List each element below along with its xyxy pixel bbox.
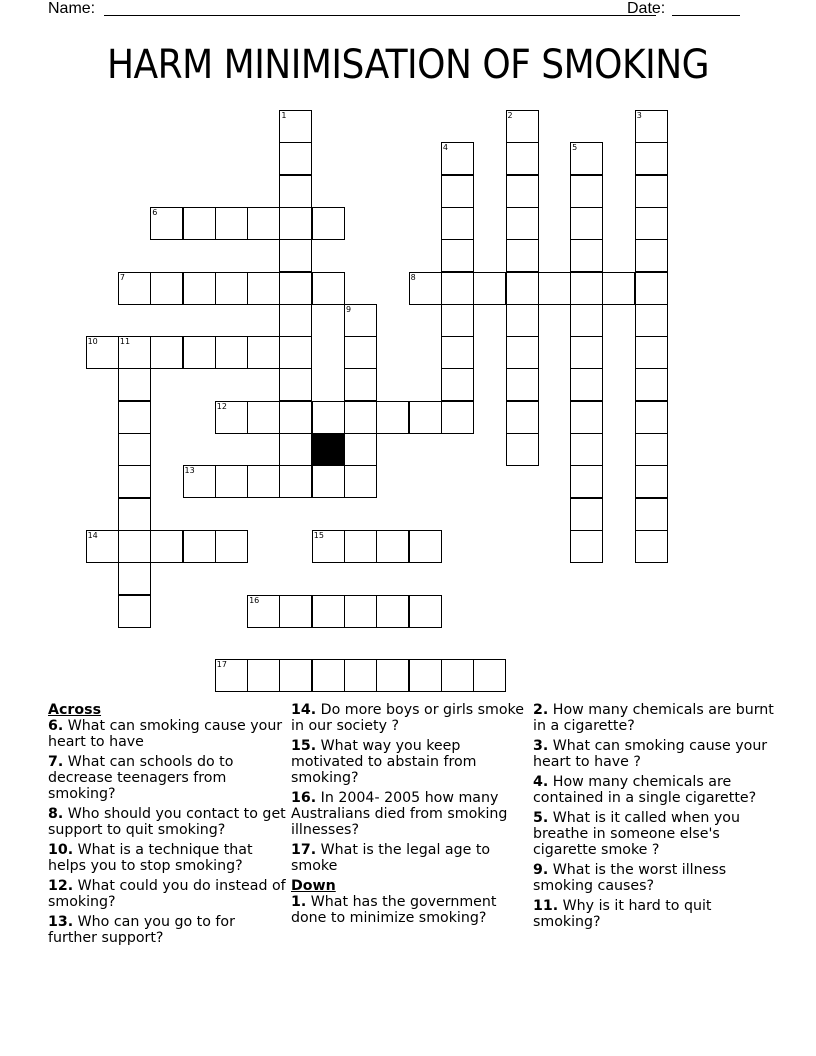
grid-cell[interactable] <box>635 530 668 563</box>
clue-number: 6 <box>152 207 158 217</box>
grid-cell[interactable] <box>441 142 474 175</box>
grid-cell[interactable] <box>506 401 539 434</box>
grid-cell[interactable] <box>86 336 119 369</box>
grid-cell[interactable] <box>247 465 280 498</box>
grid-cell[interactable] <box>279 595 312 628</box>
grid-cell[interactable] <box>635 401 668 434</box>
grid-cell[interactable] <box>506 368 539 401</box>
grid-cell[interactable] <box>279 368 312 401</box>
black-cell <box>312 433 345 466</box>
grid-cell[interactable] <box>312 465 345 498</box>
grid-cell[interactable] <box>506 207 539 240</box>
grid-cell[interactable] <box>312 530 345 563</box>
grid-cell[interactable] <box>118 368 151 401</box>
grid-cell[interactable] <box>150 272 183 305</box>
clue-down-5: 5. What is it called when you breathe in someone else's cigarette smoke ? <box>533 810 740 858</box>
grid-cell[interactable] <box>570 336 603 369</box>
grid-cell[interactable] <box>570 207 603 240</box>
grid-cell[interactable] <box>215 272 248 305</box>
grid-cell[interactable] <box>635 272 668 305</box>
grid-cell[interactable] <box>538 272 571 305</box>
grid-cell[interactable] <box>441 175 474 208</box>
clues-column-1 <box>48 702 288 950</box>
clue-number: 14 <box>87 530 98 540</box>
grid-cell[interactable] <box>312 272 345 305</box>
grid-cell[interactable] <box>409 595 442 628</box>
grid-cell[interactable] <box>570 433 603 466</box>
clue-across-7: 7. What can schools do to decrease teenagers from smoking? <box>48 754 234 802</box>
grid-cell[interactable] <box>118 562 151 595</box>
grid-cell[interactable] <box>215 530 248 563</box>
grid-cell[interactable] <box>247 401 280 434</box>
grid-cell[interactable] <box>279 465 312 498</box>
grid-cell[interactable] <box>409 272 442 305</box>
clue-down-11: 11. Why is it hard to quit smoking? <box>533 898 712 930</box>
grid-cell[interactable] <box>570 272 603 305</box>
grid-cell[interactable] <box>247 336 280 369</box>
grid-cell[interactable] <box>150 336 183 369</box>
grid-cell[interactable] <box>635 465 668 498</box>
clue-across-16: 16. In 2004- 2005 how many Australians died from smoking illnesses? <box>291 790 508 838</box>
clue-number: 1 <box>281 111 287 120</box>
grid-cell[interactable] <box>635 207 668 240</box>
clue-across-12: 12. What could you do instead of smoking? <box>48 878 286 910</box>
grid-cell[interactable] <box>118 433 151 466</box>
grid-cell[interactable] <box>635 239 668 272</box>
grid-cell[interactable] <box>570 401 603 434</box>
grid-cell[interactable] <box>279 433 312 466</box>
grid-cell[interactable] <box>635 304 668 337</box>
grid-cell[interactable] <box>635 498 668 531</box>
grid-cell[interactable] <box>183 336 216 369</box>
clue-across-13: 13. Who can you go to for further support? <box>48 914 235 946</box>
grid-cell[interactable] <box>376 401 409 434</box>
grid-cell[interactable] <box>279 239 312 272</box>
clue-across-6: 6. What can smoking cause your heart to have <box>48 718 283 750</box>
clue-number: 7 <box>119 272 125 282</box>
date-label: Date: <box>627 0 666 17</box>
grid-cell[interactable] <box>570 239 603 272</box>
grid-cell[interactable] <box>279 336 312 369</box>
grid-cell[interactable] <box>602 272 635 305</box>
grid-cell[interactable] <box>635 110 668 143</box>
clue-number: 9 <box>346 304 352 314</box>
clue-number: 4 <box>442 143 448 153</box>
grid-cell[interactable] <box>183 530 216 563</box>
grid-cell[interactable] <box>441 304 474 337</box>
grid-cell[interactable] <box>344 465 377 498</box>
grid-cell[interactable] <box>247 272 280 305</box>
grid-cell[interactable] <box>118 498 151 531</box>
grid-cell[interactable] <box>344 368 377 401</box>
grid-cell[interactable] <box>506 272 539 305</box>
grid-cell[interactable] <box>215 465 248 498</box>
grid-cell[interactable] <box>635 336 668 369</box>
grid-cell[interactable] <box>118 595 151 628</box>
grid-cell[interactable] <box>635 368 668 401</box>
clue-number: 12 <box>216 401 227 411</box>
grid-cell[interactable] <box>215 336 248 369</box>
grid-cell[interactable] <box>473 272 506 305</box>
grid-cell[interactable] <box>344 336 377 369</box>
grid-cell[interactable] <box>279 401 312 434</box>
grid-cell[interactable] <box>344 304 377 337</box>
clue-number: 3 <box>636 111 642 120</box>
grid-cell[interactable] <box>409 659 442 692</box>
grid-cell[interactable] <box>473 659 506 692</box>
grid-cell[interactable] <box>183 465 216 498</box>
grid-cell[interactable] <box>312 401 345 434</box>
grid-cell[interactable] <box>118 272 151 305</box>
grid-cell[interactable] <box>279 659 312 692</box>
grid-cell[interactable] <box>441 368 474 401</box>
grid-cell[interactable] <box>344 595 377 628</box>
grid-cell[interactable] <box>118 465 151 498</box>
grid-cell[interactable] <box>635 142 668 175</box>
page-title: HARM MINIMISATION OF SMOKING <box>106 42 709 88</box>
grid-cell[interactable] <box>118 530 151 563</box>
grid-cell[interactable] <box>376 659 409 692</box>
across-heading: Across <box>48 702 102 718</box>
grid-cell[interactable] <box>506 175 539 208</box>
grid-cell[interactable] <box>506 239 539 272</box>
grid-cell[interactable] <box>570 498 603 531</box>
clue-number: 16 <box>249 595 260 605</box>
grid-cell[interactable] <box>312 595 345 628</box>
clue-number: 8 <box>410 272 416 282</box>
down-heading: Down <box>291 878 336 894</box>
clue-down-1: 1. What has the government done to minimize smoking? <box>291 894 497 926</box>
clue-across-17: 17. What is the legal age to smoke <box>291 842 491 874</box>
grid-cell[interactable] <box>247 207 280 240</box>
grid-cell[interactable] <box>118 401 151 434</box>
grid-cell[interactable] <box>570 465 603 498</box>
grid-cell[interactable] <box>150 207 183 240</box>
grid-cell[interactable] <box>247 659 280 692</box>
grid-cell[interactable] <box>570 530 603 563</box>
grid-cell[interactable] <box>506 304 539 337</box>
grid-cell[interactable] <box>344 530 377 563</box>
grid-cell[interactable] <box>570 304 603 337</box>
clue-down-2: 2. How many chemicals are burnt in a cigarette? <box>533 702 774 734</box>
grid-cell[interactable] <box>86 530 119 563</box>
grid-cell[interactable] <box>150 530 183 563</box>
grid-cell[interactable] <box>279 175 312 208</box>
grid-cell[interactable] <box>441 272 474 305</box>
grid-cell[interactable] <box>279 207 312 240</box>
clue-number: 17 <box>216 660 227 670</box>
clue-down-9: 9. What is the worst illness smoking causes? <box>533 862 727 894</box>
grid-cell[interactable] <box>312 659 345 692</box>
grid-cell[interactable] <box>376 530 409 563</box>
clue-across-14: 14. Do more boys or girls smoke in our society ? <box>291 702 524 734</box>
grid-cell[interactable] <box>376 595 409 628</box>
grid-cell[interactable] <box>279 142 312 175</box>
grid-cell[interactable] <box>279 110 312 143</box>
clue-number: 2 <box>507 111 513 120</box>
grid-cell[interactable] <box>441 336 474 369</box>
grid-cell[interactable] <box>635 433 668 466</box>
clue-number: 13 <box>184 466 195 476</box>
grid-cell[interactable] <box>215 401 248 434</box>
clues-column-2 <box>291 702 531 930</box>
grid-cell[interactable] <box>441 207 474 240</box>
clue-across-8: 8. Who should you contact to get support to quit smoking? <box>48 806 286 838</box>
grid-cell[interactable] <box>312 207 345 240</box>
grid-cell[interactable] <box>344 433 377 466</box>
clue-number: 5 <box>572 143 578 153</box>
clue-across-15: 15. What way you keep motivated to abstain from smoking? <box>291 738 477 786</box>
grid-cell[interactable] <box>118 336 151 369</box>
clue-down-4: 4. How many chemicals are contained in a single cigarette? <box>533 774 757 806</box>
grid-cell[interactable] <box>506 336 539 369</box>
clue-number: 10 <box>87 337 98 347</box>
clue-down-3: 3. What can smoking cause your heart to have ? <box>533 738 768 770</box>
grid-cell[interactable] <box>215 207 248 240</box>
grid-cell[interactable] <box>441 401 474 434</box>
grid-cell[interactable] <box>279 272 312 305</box>
grid-cell[interactable] <box>183 272 216 305</box>
grid-cell[interactable] <box>506 110 539 143</box>
clue-across-10: 10. What is a technique that helps you to stop smoking? <box>48 842 253 874</box>
grid-cell[interactable] <box>215 659 248 692</box>
grid-cell[interactable] <box>441 239 474 272</box>
grid-cell[interactable] <box>279 304 312 337</box>
grid-cell[interactable] <box>344 659 377 692</box>
grid-cell[interactable] <box>570 142 603 175</box>
grid-cell[interactable] <box>183 207 216 240</box>
grid-cell[interactable] <box>344 401 377 434</box>
grid-cell[interactable] <box>635 175 668 208</box>
clue-number: 11 <box>119 337 131 347</box>
clues-column-3 <box>533 702 778 934</box>
grid-cell[interactable] <box>506 142 539 175</box>
grid-cell[interactable] <box>441 659 474 692</box>
grid-cell[interactable] <box>409 401 442 434</box>
name-label: Name: <box>48 0 96 17</box>
grid-cell[interactable] <box>570 368 603 401</box>
clue-number: 15 <box>313 530 324 540</box>
grid-cell[interactable] <box>409 530 442 563</box>
grid-cell[interactable] <box>247 595 280 628</box>
grid-cell[interactable] <box>506 433 539 466</box>
grid-cell[interactable] <box>570 175 603 208</box>
